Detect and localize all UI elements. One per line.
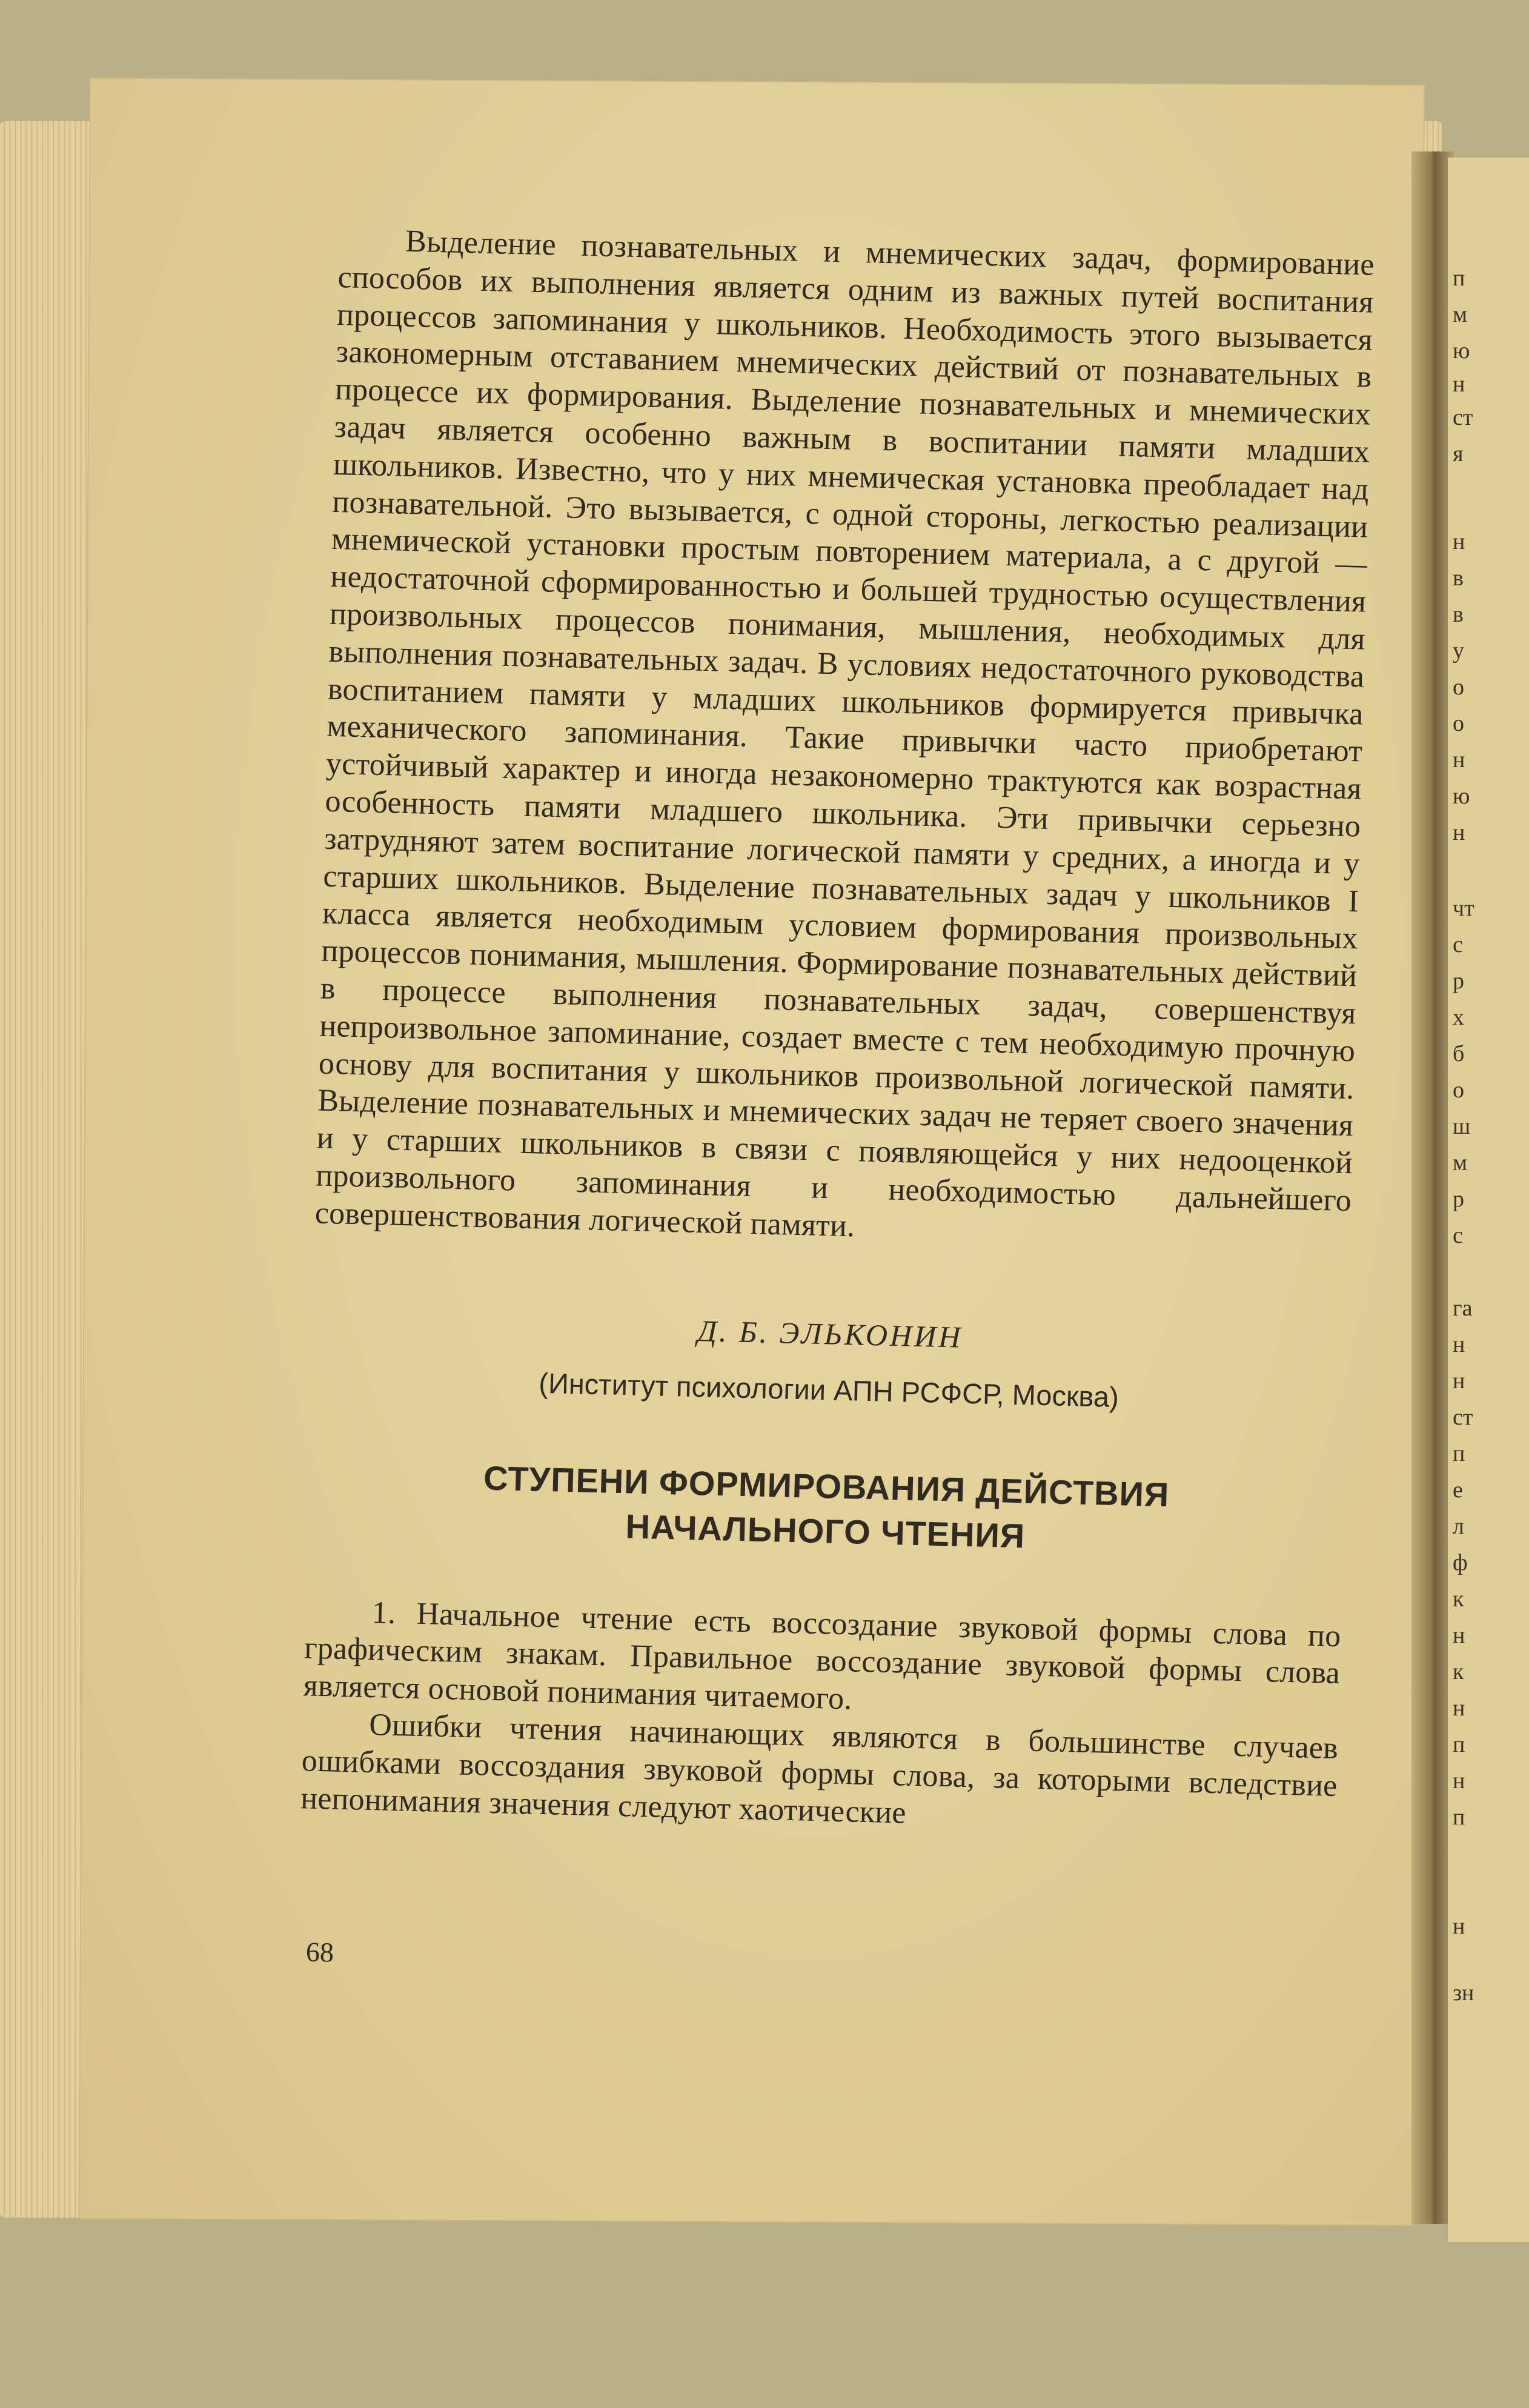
next-page-fragment: ю	[1453, 338, 1470, 364]
next-page-fragment: б	[1453, 1041, 1465, 1066]
next-page-fragment: н	[1453, 1695, 1465, 1721]
next-page-fragment: я	[1453, 441, 1464, 467]
next-page-fragment: р	[1453, 968, 1464, 994]
next-page-fragment: н	[1453, 747, 1465, 773]
next-page-fragment: л	[1453, 1514, 1464, 1539]
next-page-fragment: чт	[1453, 896, 1474, 921]
next-page-fragment: ст	[1453, 405, 1473, 430]
next-page-fragment: п	[1453, 265, 1465, 291]
next-page-fragment: н	[1453, 529, 1465, 554]
next-page-fragment: к	[1453, 1659, 1464, 1685]
next-page-fragment: м	[1453, 1150, 1468, 1176]
next-page-fragment: зн	[1453, 1980, 1474, 2006]
next-page-fragment: ст	[1453, 1405, 1473, 1430]
article-title	[307, 1451, 1345, 1566]
next-page-fragment: н	[1453, 1914, 1465, 1939]
next-page-fragment: га	[1453, 1295, 1473, 1321]
next-page-fragment: о	[1453, 674, 1464, 700]
next-page-fragment: е	[1453, 1477, 1463, 1503]
next-page-fragment: ш	[1453, 1114, 1471, 1139]
next-page-fragment: р	[1453, 1186, 1464, 1212]
next-page-fragment: в	[1453, 565, 1464, 591]
author-name: Д. Б. ЭЛЬКОНИН	[697, 1313, 964, 1354]
next-page-fragment: м	[1453, 302, 1468, 327]
next-page-fragment: н	[1453, 1368, 1465, 1394]
paragraph-2: 1. Начальное чтение есть воссоздание звуковой формы слова по графическим знакам. Правильное воссоздание звуковой формы слова является основой понимания читаемого.	[303, 1595, 1342, 1717]
next-page-fragment: п	[1453, 1441, 1465, 1466]
next-page-fragment: о	[1453, 711, 1464, 736]
next-page-fragment: н	[1453, 371, 1465, 397]
next-page-fragment: к	[1453, 1586, 1464, 1612]
paragraph-3: Ошибки чтения начинающих являются в большинстве случаев ошибками воссоздания звуковой формы слова, за которыми вследствие непонимания значения следуют хаотические	[300, 1707, 1339, 1831]
next-page-fragment: ю	[1453, 783, 1470, 809]
next-page-fragment: х	[1453, 1005, 1464, 1030]
next-page-fragment: н	[1453, 1332, 1465, 1357]
right-page-edge	[1448, 158, 1529, 2242]
paragraph-1: Выделение познавательных и мнемических задач, формирование способов их выполнения является одним из важных путей воспитания процессов запоминания у школьников. Необходимость этого вызывается закономерным отставанием мнемических действий от познавательных в процессе их формирования. Выделение познавательных и мнемических задач является особенно важным в воспитании памяти младших школьников. Известно, что у них мнемическая установка преобладает над познавательной. Это вызывается, с одной стороны, легкостью реализации мнемической установки простым повторением материала, а с другой — недостаточной сформированностью и большей трудностью осуществления произвольных процессов понимания, мышления, необходимых для выполнения познавательных задач. В условиях недостаточного руководства воспитанием памяти у младших школьников формируется привычка механического запоминания. Такие привычки часто приобретают устойчивый характер и иногда незакономерно трактуются как возрастная особенность памяти младшего школьника. Эти привычки серьезно затрудняют затем воспитание логической памяти у средних, а иногда и у старших школьников. Выделение познавательных задач у школьников I класса является необходимым условием формирования произвольных процессов понимания, мышления. Формирование познавательных действий в процессе выполнения познавательных задач, совершенствуя непроизвольное запоминание, создает вместе с тем необходимую прочную основу для воспитания у школьников произвольной логической памяти. Выделение познавательных и мнемических задач не теряет своего значения и у старших школьников в связи с появляющейся у них недооценкой произвольного запоминания и необходимостью дальнейшего совершенствования логической памяти.	[314, 224, 1375, 1244]
title-line-2: НАЧАЛЬНОГО ЧТЕНИЯ	[625, 1506, 1026, 1555]
page-text	[300, 221, 1375, 1842]
next-page-fragment: н	[1453, 1768, 1465, 1794]
title-line-1: СТУПЕНИ ФОРМИРОВАНИЯ ДЕЙСТВИЯ	[483, 1458, 1170, 1514]
next-page-fragment: с	[1453, 1223, 1463, 1248]
next-page-fragment: н	[1453, 1623, 1465, 1648]
next-page-fragment: н	[1453, 820, 1465, 845]
next-page-fragment: ф	[1453, 1550, 1468, 1575]
page-number: 68	[305, 1936, 334, 1968]
next-page-fragment: п	[1453, 1732, 1465, 1757]
next-page-fragment: в	[1453, 602, 1464, 627]
author-affiliation: (Институт психологии АПН РСФСР, Москва)	[538, 1366, 1119, 1413]
next-page-fragment: у	[1453, 638, 1464, 664]
next-page-fragment: п	[1453, 1804, 1465, 1830]
next-page-fragment: с	[1453, 932, 1463, 957]
next-page-fragment: о	[1453, 1077, 1464, 1103]
